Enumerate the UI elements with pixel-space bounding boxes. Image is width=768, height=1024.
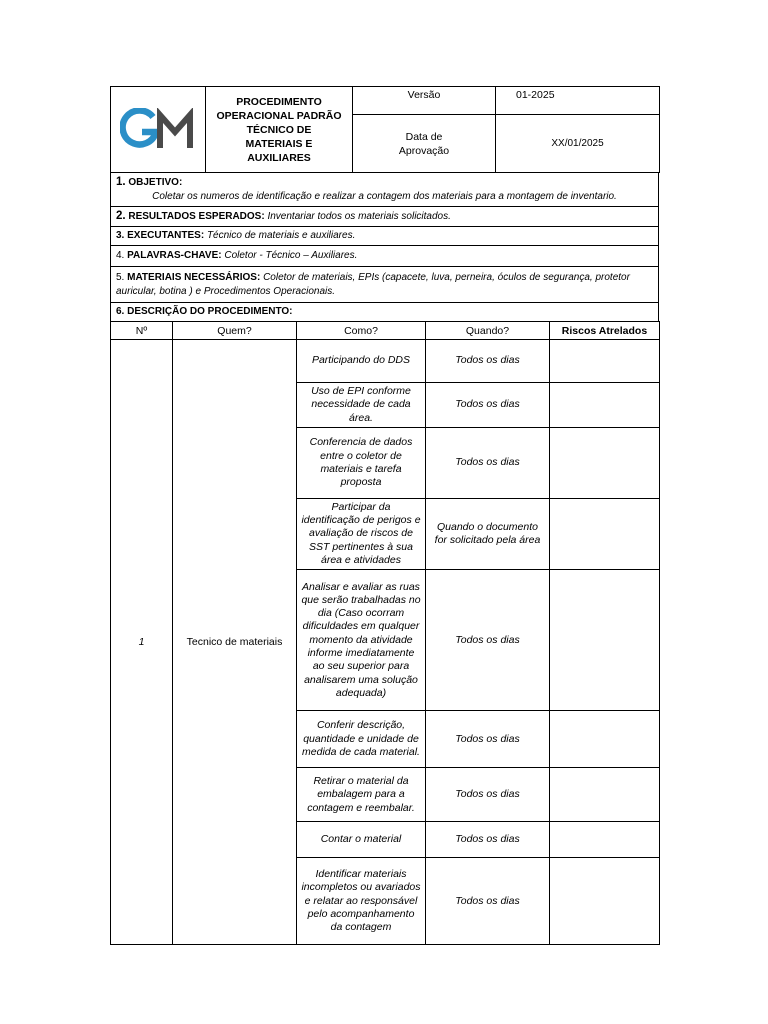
section-materiais: 5. MATERIAIS NECESSÁRIOS: Coletor de materiais, EPIs (capacete, luva, perneira, óculos de segurança, protetor auricular, botina ) e Procedimentos Operacionais.: [111, 267, 659, 303]
step-quando: Todos os dias: [426, 768, 550, 822]
section-palavras: 4. PALAVRAS-CHAVE: Coletor - Técnico – Auxiliares.: [111, 246, 659, 267]
col-header-riscos: Riscos Atrelados: [550, 322, 660, 340]
col-header-quando: Quando?: [426, 322, 550, 340]
document-title: PROCEDIMENTO OPERACIONAL PADRÃO TÉCNICO DE MATERIAIS E AUXILIARES: [206, 87, 353, 173]
step-riscos: [550, 498, 660, 569]
step-riscos: [550, 822, 660, 858]
col-header-numero: Nº: [111, 322, 173, 340]
col-header-quem: Quem?: [173, 322, 297, 340]
approval-label: Data de Aprovação: [353, 115, 496, 173]
step-riscos: [550, 570, 660, 711]
step-como: Participar da identificação de perigos e avaliação de riscos de SST pertinentes à sua área e atividades: [297, 498, 426, 569]
step-quando: Todos os dias: [426, 711, 550, 768]
procedure-table: [110, 321, 660, 945]
step-riscos: [550, 427, 660, 498]
step-number: 1: [111, 340, 173, 945]
col-header-como: Como?: [297, 322, 426, 340]
sections-table: [110, 172, 659, 322]
step-como: Participando do DDS: [297, 340, 426, 383]
step-como: Conferencia de dados entre o coletor de materiais e tarefa proposta: [297, 427, 426, 498]
step-quando: Todos os dias: [426, 822, 550, 858]
section-objetivo: 1. OBJETIVO: Coletar os numeros de identificação e realizar a contagem dos materiais para a montagem de inventario.: [111, 173, 659, 207]
step-quando: Todos os dias: [426, 383, 550, 428]
step-who: Tecnico de materiais: [173, 340, 297, 945]
step-riscos: [550, 711, 660, 768]
step-quando: Todos os dias: [426, 570, 550, 711]
step-riscos: [550, 858, 660, 945]
section-descricao: 6. DESCRIÇÃO DO PROCEDIMENTO:: [111, 303, 659, 322]
step-riscos: [550, 383, 660, 428]
document-header: [110, 86, 660, 173]
version-label: Versão: [353, 87, 496, 115]
step-como: Uso de EPI conforme necessidade de cada área.: [297, 383, 426, 428]
step-quando: Todos os dias: [426, 427, 550, 498]
table-row: [111, 340, 660, 383]
procedure-header-row: [111, 322, 660, 340]
step-quando: Todos os dias: [426, 340, 550, 383]
step-como: Identificar materiais incompletos ou avariados e relatar ao responsável pelo acompanhamento da contagem: [297, 858, 426, 945]
approval-value: XX/01/2025: [496, 115, 660, 173]
gm-logo: [120, 108, 196, 152]
step-riscos: [550, 768, 660, 822]
section-resultados: 2. RESULTADOS ESPERADOS: Inventariar todos os materiais solicitados.: [111, 207, 659, 227]
step-como: Conferir descrição, quantidade e unidade de medida de cada material.: [297, 711, 426, 768]
logo-cell: [111, 87, 206, 173]
step-como: Analisar e avaliar as ruas que serão trabalhadas no dia (Caso ocorram dificuldades em qualquer momento da atividade informe imediatamente ao seu superior para analisarem uma solução adequada): [297, 570, 426, 711]
version-value: 01-2025: [496, 87, 660, 115]
step-como: Contar o material: [297, 822, 426, 858]
step-quando: Todos os dias: [426, 858, 550, 945]
step-riscos: [550, 340, 660, 383]
step-quando: Quando o documento for solicitado pela área: [426, 498, 550, 569]
step-como: Retirar o material da embalagem para a contagem e reembalar.: [297, 768, 426, 822]
objetivo-text: Coletar os numeros de identificação e realizar a contagem dos materiais para a montagem de inventario.: [152, 190, 617, 202]
section-executantes: 3. EXECUTANTES: Técnico de materiais e auxiliares.: [111, 227, 659, 246]
pop-document: [110, 86, 659, 945]
